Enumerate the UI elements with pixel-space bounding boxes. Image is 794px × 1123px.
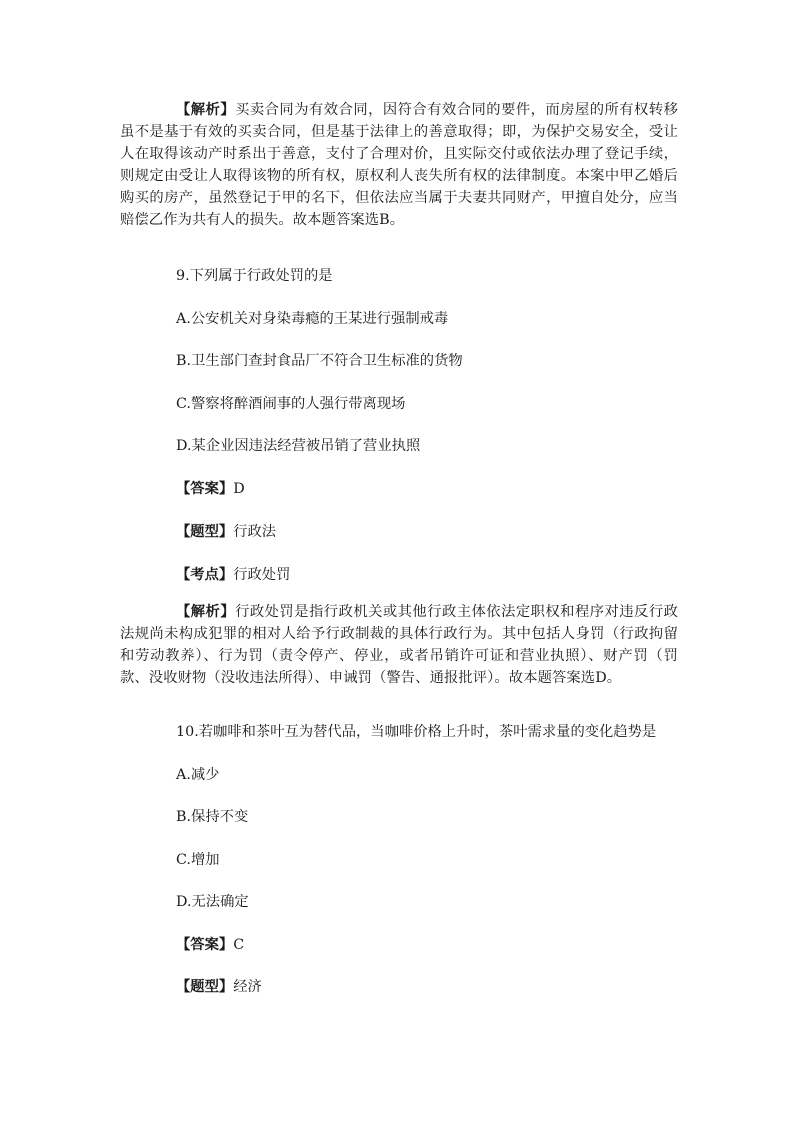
analysis-text: 买卖合同为有效合同，因符合有效合同的要件，而房屋的所有权转移虽不是基于有效的买卖合同，但是基于法律上的善意取得；即，为保护交易安全，受让人在取得该动产时系出于善意，支付了合理对价，且实际交付或依法办理了登记手续，则规定由受让人取得该物的所有权，原权利人丧失所有权的法律制度。本案中甲乙婚后购买的房产，虽然登记于甲的名下，但依法应当属于夫妻共同财产，甲擅自处分，应当赔偿乙作为共有人的损失。故本题答案选B。 (120, 102, 678, 228)
type-tag: 【题型】 (176, 979, 234, 995)
answer-value: D (233, 481, 245, 497)
type-tag: 【题型】 (176, 524, 234, 540)
q9-option-a: A.公安机关对身染毒瘾的王某进行强制戒毒 (176, 311, 449, 327)
answer-tag: 【答案】 (176, 481, 234, 497)
q9-type (176, 521, 276, 543)
q9-option-d: D.某企业因违法经营被吊销了营业执照 (176, 438, 421, 454)
analysis-paragraph-q8 (120, 99, 678, 231)
q10-option-a: A.减少 (176, 767, 220, 783)
analysis-tag: 【解析】 (176, 604, 236, 620)
q10-type (176, 976, 262, 998)
question-9: 9.下列属于行政处罚的是 (176, 268, 333, 284)
point-value: 行政处罚 (233, 567, 291, 583)
analysis-text: 行政处罚是指行政机关或其他行政主体依法定职权和程序对违反行政法规尚未构成犯罪的相对人给予行政制裁的具体行政行为。其中包括人身罚（行政拘留和劳动教养）、行为罚（责令停产、停业，或者吊销许可证和营业执照）、财产罚（罚款、没收财物（没收违法所得）、申诫罚（警告、通报批评）。故本题答案选D。 (120, 604, 678, 686)
q9-option-c: C.警察将醉酒闹事的人强行带离现场 (176, 396, 406, 412)
q10-option-d: D.无法确定 (176, 894, 249, 910)
analysis-tag: 【解析】 (176, 102, 236, 118)
q10-option-c: C.增加 (176, 852, 220, 868)
q9-point (176, 564, 290, 586)
answer-value: C (233, 937, 245, 953)
type-value: 经济 (233, 979, 262, 995)
analysis-paragraph-q9 (120, 601, 678, 689)
point-tag: 【考点】 (176, 567, 234, 583)
answer-tag: 【答案】 (176, 937, 234, 953)
type-value: 行政法 (233, 524, 277, 540)
q10-answer (176, 934, 244, 956)
question-10: 10.若咖啡和茶叶互为替代品，当咖啡价格上升时，茶叶需求量的变化趋势是 (176, 724, 657, 740)
q9-answer (176, 478, 245, 500)
q9-option-b: B.卫生部门查封食品厂不符合卫生标准的货物 (176, 353, 463, 369)
q10-option-b: B.保持不变 (176, 809, 249, 825)
